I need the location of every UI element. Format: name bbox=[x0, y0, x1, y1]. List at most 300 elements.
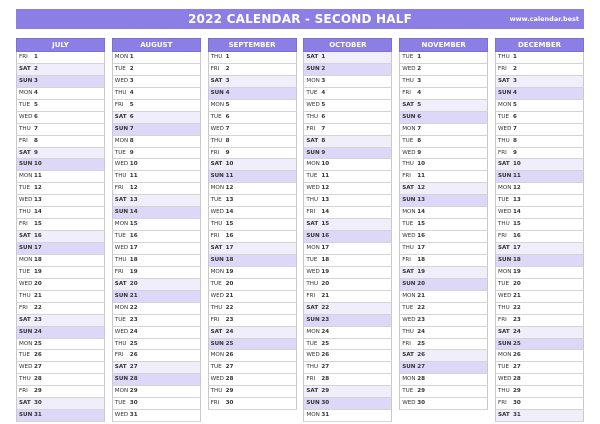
weekday-label: SAT bbox=[114, 197, 127, 204]
day-cell bbox=[208, 88, 297, 100]
weekday-label: MON bbox=[114, 54, 129, 60]
weekday-label: SUN bbox=[306, 65, 320, 72]
day-cell bbox=[16, 291, 105, 303]
day-cell bbox=[16, 159, 105, 171]
day-cell bbox=[303, 64, 392, 76]
day-cell bbox=[208, 398, 297, 410]
weekday-label: FRI bbox=[306, 209, 316, 216]
day-number: 10 bbox=[129, 161, 138, 168]
day-cell bbox=[112, 88, 201, 100]
day-number: 19 bbox=[513, 268, 521, 275]
day-cell bbox=[208, 159, 297, 171]
weekday-label: SAT bbox=[402, 352, 414, 359]
month-column-august bbox=[112, 38, 201, 422]
day-number: 20 bbox=[225, 280, 234, 287]
weekday-label: FRI bbox=[114, 101, 124, 108]
day-number: 22 bbox=[129, 304, 138, 311]
day-cell bbox=[112, 339, 201, 351]
day-cell bbox=[399, 386, 488, 398]
day-number: 2 bbox=[225, 65, 230, 72]
day-number: 19 bbox=[321, 268, 330, 275]
day-number: 15 bbox=[129, 221, 138, 228]
month-header: OCTOBER bbox=[303, 38, 392, 52]
day-cell bbox=[16, 171, 105, 183]
day-cell bbox=[208, 279, 297, 291]
day-number: 13 bbox=[129, 197, 138, 204]
weekday-label: MON bbox=[19, 256, 33, 263]
day-cell bbox=[16, 207, 105, 219]
weekday-label: TUE bbox=[210, 197, 222, 204]
day-cell bbox=[16, 303, 105, 315]
day-number: 20 bbox=[417, 280, 425, 287]
weekday-label: THU bbox=[210, 221, 223, 228]
day-cell bbox=[16, 398, 105, 410]
weekday-label: TUE bbox=[19, 185, 31, 192]
day-number: 24 bbox=[225, 328, 234, 335]
weekday-label: THU bbox=[402, 245, 414, 251]
day-number: 26 bbox=[225, 352, 234, 359]
day-number: 25 bbox=[129, 340, 138, 347]
weekday-label: FRI bbox=[402, 340, 411, 347]
day-cell bbox=[208, 148, 297, 160]
weekday-label: TUE bbox=[19, 268, 31, 275]
day-cell bbox=[16, 100, 105, 112]
day-number: 3 bbox=[321, 77, 326, 84]
day-cell bbox=[112, 350, 201, 362]
weekday-label: SUN bbox=[210, 340, 224, 347]
day-number: 8 bbox=[129, 137, 134, 144]
month-column-september bbox=[208, 38, 297, 410]
weekday-label: TUE bbox=[498, 197, 510, 204]
weekday-label: TUE bbox=[114, 400, 126, 407]
month-column-october bbox=[303, 38, 392, 422]
day-cell bbox=[399, 327, 488, 339]
weekday-label: FRI bbox=[114, 185, 124, 192]
day-number: 16 bbox=[513, 233, 521, 240]
weekday-label: SUN bbox=[402, 280, 416, 287]
day-number: 30 bbox=[513, 400, 521, 407]
day-number: 4 bbox=[513, 89, 517, 96]
day-number: 14 bbox=[513, 209, 521, 216]
day-cell bbox=[112, 76, 201, 88]
day-number: 1 bbox=[513, 54, 517, 60]
day-cell bbox=[495, 386, 584, 398]
day-number: 23 bbox=[417, 316, 425, 323]
day-cell bbox=[208, 52, 297, 64]
day-cell bbox=[112, 398, 201, 410]
weekday-label: MON bbox=[306, 245, 320, 251]
weekday-label: THU bbox=[19, 125, 31, 132]
day-number: 6 bbox=[321, 113, 326, 120]
weekday-label: SUN bbox=[402, 113, 416, 120]
day-number: 11 bbox=[34, 173, 42, 180]
day-cell bbox=[208, 267, 297, 279]
day-number: 8 bbox=[513, 137, 517, 144]
weekday-label: FRI bbox=[402, 173, 411, 180]
day-number: 9 bbox=[129, 149, 134, 156]
day-cell bbox=[112, 64, 201, 76]
day-number: 2 bbox=[129, 65, 134, 72]
day-number: 6 bbox=[34, 113, 38, 120]
day-number: 27 bbox=[417, 364, 425, 371]
day-number: 23 bbox=[129, 316, 138, 323]
day-number: 19 bbox=[417, 268, 425, 275]
page-title: 2022 CALENDAR - SECOND HALF bbox=[188, 12, 412, 26]
weekday-label: FRI bbox=[114, 268, 124, 275]
weekday-label: SAT bbox=[19, 149, 31, 156]
weekday-label: TUE bbox=[402, 221, 414, 228]
day-cell bbox=[208, 195, 297, 207]
day-cell bbox=[495, 159, 584, 171]
day-cell bbox=[399, 362, 488, 374]
day-cell bbox=[399, 183, 488, 195]
day-cell bbox=[16, 255, 105, 267]
day-number: 29 bbox=[34, 388, 42, 395]
weekday-label: SAT bbox=[498, 245, 510, 251]
day-number: 19 bbox=[129, 268, 138, 275]
day-number: 4 bbox=[321, 89, 326, 96]
day-cell bbox=[208, 303, 297, 315]
day-number: 13 bbox=[321, 197, 330, 204]
weekday-label: THU bbox=[402, 328, 414, 335]
weekday-label: WED bbox=[19, 113, 33, 120]
day-cell bbox=[399, 171, 488, 183]
day-cell bbox=[112, 124, 201, 136]
day-cell bbox=[495, 207, 584, 219]
day-cell bbox=[303, 243, 392, 255]
day-number: 9 bbox=[34, 149, 38, 156]
day-number: 16 bbox=[34, 233, 42, 240]
day-number: 15 bbox=[417, 221, 425, 228]
day-cell bbox=[16, 315, 105, 327]
day-number: 22 bbox=[34, 304, 42, 311]
day-number: 15 bbox=[34, 221, 42, 228]
day-cell bbox=[303, 112, 392, 124]
weekday-label: WED bbox=[402, 316, 416, 323]
weekday-label: TUE bbox=[498, 280, 510, 287]
day-cell bbox=[303, 100, 392, 112]
weekday-label: SUN bbox=[19, 412, 33, 419]
day-number: 22 bbox=[417, 304, 425, 311]
day-cell bbox=[112, 219, 201, 231]
weekday-label: SAT bbox=[19, 400, 31, 407]
day-number: 21 bbox=[129, 292, 138, 299]
day-number: 30 bbox=[34, 400, 42, 407]
day-cell bbox=[112, 386, 201, 398]
day-cell bbox=[495, 398, 584, 410]
weekday-label: MON bbox=[114, 304, 129, 311]
weekday-label: WED bbox=[498, 292, 512, 299]
day-number: 29 bbox=[417, 388, 425, 395]
day-number: 7 bbox=[129, 125, 134, 132]
day-cell bbox=[208, 171, 297, 183]
day-cell bbox=[399, 52, 488, 64]
day-number: 17 bbox=[321, 245, 330, 251]
weekday-label: FRI bbox=[306, 376, 316, 383]
day-cell bbox=[112, 171, 201, 183]
weekday-label: THU bbox=[114, 340, 127, 347]
weekday-label: WED bbox=[19, 280, 33, 287]
day-cell bbox=[112, 267, 201, 279]
day-cell bbox=[399, 64, 488, 76]
weekday-label: SAT bbox=[114, 364, 127, 371]
weekday-label: SAT bbox=[114, 280, 127, 287]
weekday-label: WED bbox=[114, 245, 129, 251]
weekday-label: FRI bbox=[306, 292, 316, 299]
day-cell bbox=[16, 76, 105, 88]
weekday-label: MON bbox=[210, 101, 225, 108]
weekday-label: MON bbox=[306, 161, 320, 168]
weekday-label: FRI bbox=[19, 304, 28, 311]
weekday-label: THU bbox=[306, 197, 319, 204]
weekday-label: SAT bbox=[210, 245, 223, 251]
day-number: 2 bbox=[513, 65, 517, 72]
weekday-label: SUN bbox=[498, 173, 512, 180]
weekday-label: THU bbox=[19, 209, 31, 216]
day-cell bbox=[208, 374, 297, 386]
weekday-label: TUE bbox=[19, 352, 31, 359]
day-number: 20 bbox=[513, 280, 521, 287]
day-number: 13 bbox=[417, 197, 425, 204]
month-column-december bbox=[495, 38, 584, 422]
weekday-label: FRI bbox=[210, 400, 220, 407]
day-number: 10 bbox=[513, 161, 521, 168]
weekday-label: SUN bbox=[498, 256, 512, 263]
day-number: 20 bbox=[34, 280, 42, 287]
day-number: 5 bbox=[34, 101, 38, 108]
weekday-label: SUN bbox=[402, 197, 416, 204]
day-cell bbox=[16, 231, 105, 243]
day-number: 26 bbox=[34, 352, 42, 359]
day-number: 4 bbox=[225, 89, 230, 96]
day-cell bbox=[495, 350, 584, 362]
day-number: 5 bbox=[417, 101, 422, 108]
day-number: 19 bbox=[34, 268, 42, 275]
day-cell bbox=[112, 183, 201, 195]
day-number: 28 bbox=[417, 376, 425, 383]
weekday-label: WED bbox=[306, 268, 320, 275]
weekday-label: TUE bbox=[210, 113, 222, 120]
weekday-label: MON bbox=[498, 268, 512, 275]
weekday-label: FRI bbox=[498, 233, 507, 240]
day-number: 17 bbox=[417, 245, 425, 251]
day-number: 4 bbox=[417, 89, 422, 96]
weekday-label: WED bbox=[306, 185, 320, 192]
weekday-label: SUN bbox=[306, 149, 320, 156]
day-cell bbox=[208, 315, 297, 327]
day-number: 31 bbox=[129, 412, 138, 419]
day-number: 7 bbox=[321, 125, 326, 132]
weekday-label: TUE bbox=[114, 316, 126, 323]
day-number: 1 bbox=[225, 54, 230, 60]
weekday-label: THU bbox=[306, 280, 319, 287]
day-cell bbox=[303, 279, 392, 291]
day-number: 26 bbox=[129, 352, 138, 359]
day-number: 12 bbox=[417, 185, 425, 192]
day-cell bbox=[208, 362, 297, 374]
day-cell bbox=[495, 315, 584, 327]
weekday-label: WED bbox=[498, 209, 512, 216]
calendar-banner bbox=[16, 9, 584, 29]
day-cell bbox=[208, 76, 297, 88]
weekday-label: THU bbox=[19, 292, 31, 299]
day-number: 23 bbox=[34, 316, 42, 323]
day-cell bbox=[399, 398, 488, 410]
weekday-label: MON bbox=[402, 292, 416, 299]
day-number: 18 bbox=[34, 256, 42, 263]
day-number: 25 bbox=[513, 340, 521, 347]
day-number: 21 bbox=[513, 292, 521, 299]
weekday-label: SAT bbox=[498, 412, 510, 419]
weekday-label: FRI bbox=[19, 54, 28, 60]
day-cell bbox=[495, 52, 584, 64]
day-cell bbox=[495, 327, 584, 339]
day-number: 21 bbox=[321, 292, 330, 299]
weekday-label: TUE bbox=[114, 233, 126, 240]
day-number: 10 bbox=[321, 161, 330, 168]
day-cell bbox=[16, 148, 105, 160]
day-number: 12 bbox=[34, 185, 42, 192]
day-cell bbox=[112, 243, 201, 255]
day-cell bbox=[399, 291, 488, 303]
day-cell bbox=[16, 52, 105, 64]
weekday-label: WED bbox=[402, 65, 416, 72]
month-header: JULY bbox=[16, 38, 105, 52]
day-number: 3 bbox=[417, 77, 422, 84]
day-cell bbox=[399, 100, 488, 112]
weekday-label: WED bbox=[210, 292, 224, 299]
day-number: 24 bbox=[417, 328, 425, 335]
weekday-label: MON bbox=[498, 352, 512, 359]
day-number: 31 bbox=[34, 412, 42, 419]
day-cell bbox=[303, 303, 392, 315]
weekday-label: MON bbox=[210, 352, 225, 359]
day-cell bbox=[399, 159, 488, 171]
weekday-label: TUE bbox=[114, 65, 126, 72]
weekday-label: MON bbox=[19, 89, 33, 96]
day-number: 16 bbox=[225, 233, 234, 240]
weekday-label: MON bbox=[306, 77, 320, 84]
day-number: 13 bbox=[225, 197, 234, 204]
day-cell bbox=[495, 362, 584, 374]
day-number: 28 bbox=[34, 376, 42, 383]
day-number: 30 bbox=[417, 400, 425, 407]
day-cell bbox=[495, 255, 584, 267]
weekday-label: MON bbox=[114, 137, 129, 144]
day-number: 14 bbox=[417, 209, 425, 216]
day-number: 10 bbox=[34, 161, 42, 168]
day-number: 21 bbox=[417, 292, 425, 299]
day-number: 28 bbox=[513, 376, 521, 383]
day-cell bbox=[112, 255, 201, 267]
day-number: 18 bbox=[321, 256, 330, 263]
day-cell bbox=[208, 386, 297, 398]
day-number: 6 bbox=[129, 113, 134, 120]
day-number: 7 bbox=[34, 125, 38, 132]
day-cell bbox=[495, 291, 584, 303]
weekday-label: FRI bbox=[498, 65, 507, 72]
weekday-label: MON bbox=[19, 340, 33, 347]
weekday-label: THU bbox=[498, 304, 510, 311]
day-cell bbox=[112, 207, 201, 219]
weekday-label: MON bbox=[498, 185, 512, 192]
day-number: 12 bbox=[225, 185, 234, 192]
day-cell bbox=[112, 231, 201, 243]
day-number: 27 bbox=[513, 364, 521, 371]
day-cell bbox=[208, 136, 297, 148]
day-cell bbox=[112, 112, 201, 124]
weekday-label: SUN bbox=[210, 256, 224, 263]
day-cell bbox=[16, 410, 105, 422]
day-cell bbox=[112, 327, 201, 339]
day-cell bbox=[303, 159, 392, 171]
day-number: 15 bbox=[513, 221, 521, 228]
day-cell bbox=[399, 243, 488, 255]
day-cell bbox=[495, 267, 584, 279]
day-cell bbox=[495, 100, 584, 112]
weekday-label: FRI bbox=[19, 388, 28, 395]
weekday-label: TUE bbox=[306, 89, 318, 96]
day-number: 9 bbox=[513, 149, 517, 156]
weekday-label: SUN bbox=[498, 340, 512, 347]
day-number: 10 bbox=[417, 161, 425, 168]
weekday-label: WED bbox=[306, 101, 320, 108]
day-number: 3 bbox=[513, 77, 517, 84]
weekday-label: FRI bbox=[402, 89, 411, 96]
weekday-label: SAT bbox=[498, 77, 510, 84]
day-number: 22 bbox=[513, 304, 521, 311]
month-column-july bbox=[16, 38, 105, 422]
weekday-label: TUE bbox=[306, 340, 318, 347]
day-cell bbox=[399, 219, 488, 231]
day-cell bbox=[112, 100, 201, 112]
weekday-label: WED bbox=[306, 352, 320, 359]
day-number: 27 bbox=[129, 364, 138, 371]
day-number: 16 bbox=[417, 233, 425, 240]
day-number: 22 bbox=[321, 304, 330, 311]
weekday-label: SAT bbox=[210, 77, 223, 84]
day-cell bbox=[208, 255, 297, 267]
day-number: 14 bbox=[225, 209, 234, 216]
day-number: 23 bbox=[225, 316, 234, 323]
day-cell bbox=[16, 124, 105, 136]
day-cell bbox=[399, 112, 488, 124]
day-number: 20 bbox=[129, 280, 138, 287]
day-number: 15 bbox=[321, 221, 330, 228]
weekday-label: FRI bbox=[402, 256, 411, 263]
weekday-label: WED bbox=[210, 125, 224, 132]
day-number: 11 bbox=[321, 173, 330, 180]
day-cell bbox=[495, 124, 584, 136]
day-cell bbox=[16, 64, 105, 76]
day-cell bbox=[16, 183, 105, 195]
weekday-label: FRI bbox=[210, 316, 220, 323]
weekday-label: THU bbox=[402, 161, 414, 168]
months-grid bbox=[16, 38, 584, 418]
weekday-label: SUN bbox=[19, 245, 33, 251]
day-number: 28 bbox=[321, 376, 330, 383]
weekday-label: THU bbox=[210, 388, 223, 395]
day-number: 25 bbox=[34, 340, 42, 347]
day-number: 14 bbox=[34, 209, 42, 216]
day-number: 31 bbox=[321, 412, 330, 419]
day-number: 26 bbox=[417, 352, 425, 359]
month-header: NOVEMBER bbox=[399, 38, 488, 52]
day-cell bbox=[208, 124, 297, 136]
day-cell bbox=[16, 112, 105, 124]
weekday-label: FRI bbox=[210, 233, 220, 240]
day-cell bbox=[495, 171, 584, 183]
